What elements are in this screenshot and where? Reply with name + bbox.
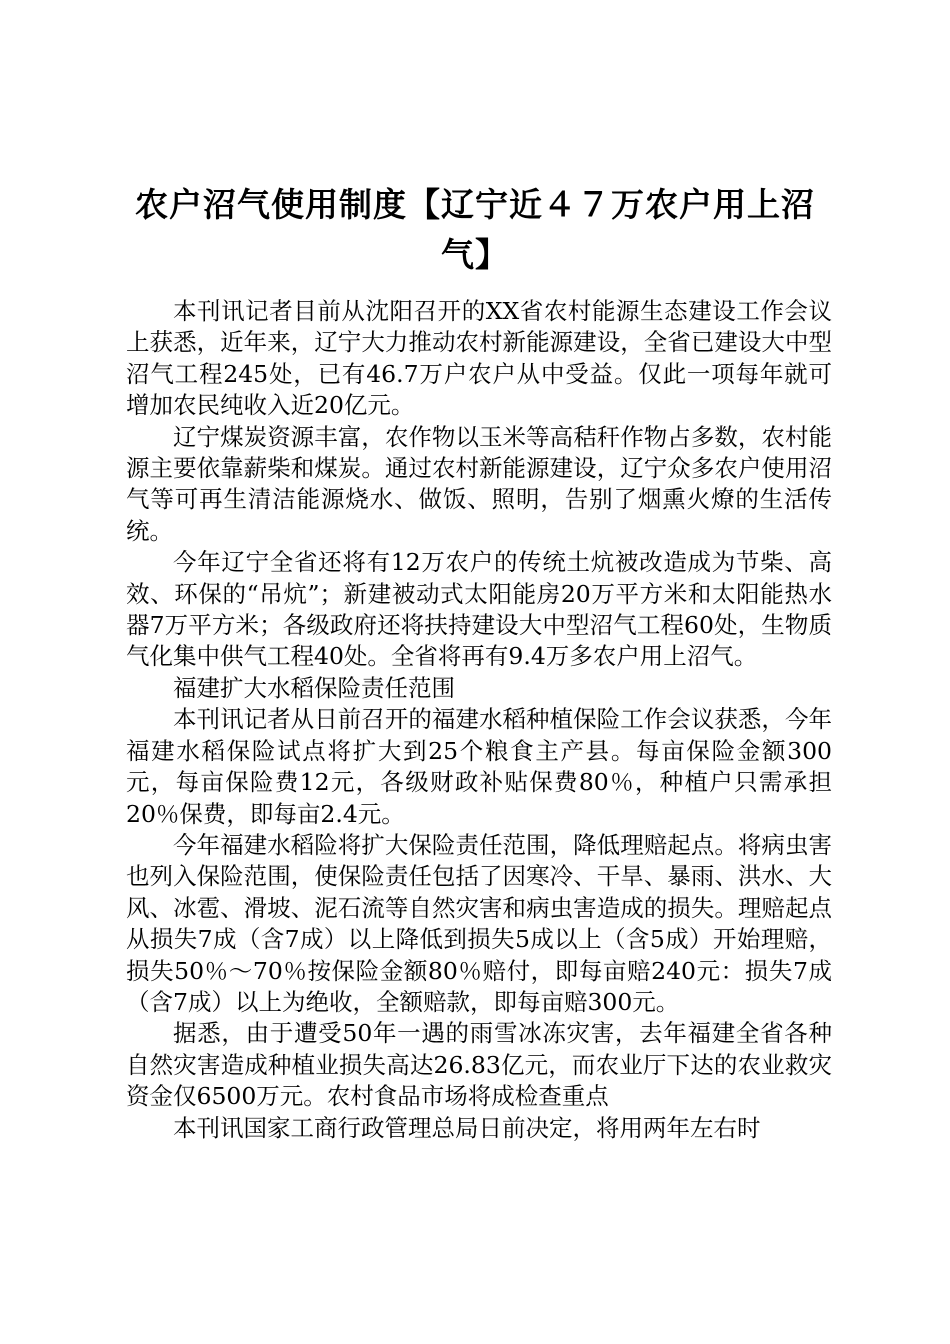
paragraph-1: 本刊讯记者目前从沈阳召开的XX省农村能源生态建设工作会议上获悉，近年来，辽宁大力推动农村新能源建设，全省已建设大中型沼气工程245处，已有46.7万户农户从中受益。仅此一项每年就可增加农民纯收入近20亿元。 bbox=[126, 297, 832, 420]
paragraph-6: 据悉，由于遭受50年一遇的雨雪冰冻灾害，去年福建全省各种自然灾害造成种植业损失高达26.83亿元，而农业厅下达的农业救灾资金仅6500万元。农村食品市场将成检查重点 bbox=[126, 1019, 832, 1111]
paragraph-5: 今年福建水稻险将扩大保险责任范围，降低理赔起点。将病虫害也列入保险范围，使保险责任包括了因寒冷、干旱、暴雨、洪水、大风、冰雹、滑坡、泥石流等自然灾害和病虫害造成的损失。理赔起点从损失7成（含7成）以上降低到损失5成以上（含5成）开始理赔，损失50％～70％按保险金额80％赔付，即每亩赔240元：损失7成（含7成）以上为绝收，全额赔款，即每亩赔300元。 bbox=[126, 830, 832, 1016]
document-title: 农户沼气使用制度【辽宁近４７万农户用上沼气】 bbox=[135, 185, 815, 274]
paragraph-4: 本刊讯记者从日前召开的福建水稻种植保险工作会议获悉，今年福建水稻保险试点将扩大到25个粮食主产县。每亩保险金额300元，每亩保险费12元，各级财政补贴保费80％，种植户只需承担20％保费，即每亩2.4元。 bbox=[126, 705, 832, 828]
paragraph-7: 本刊讯国家工商行政管理总局日前决定，将用两年左右时 bbox=[173, 1113, 761, 1142]
paragraph-3: 今年辽宁全省还将有12万农户的传统土炕被改造成为节柴、高效、环保的“吊炕”；新建被动式太阳能房20万平方米和太阳能热水器7万平方米；各级政府还将扶持建设大中型沼气工程60处，生物质气化集中供气工程40处。全省将再有9.4万多农户用上沼气。 bbox=[126, 548, 832, 671]
section-heading: 福建扩大水稻保险责任范围 bbox=[173, 673, 455, 702]
document-body bbox=[126, 296, 832, 1144]
paragraph-2: 辽宁煤炭资源丰富，农作物以玉米等高秸秆作物占多数，农村能源主要依靠薪柴和煤炭。通过农村新能源建设，辽宁众多农户使用沼气等可再生清洁能源烧水、做饭、照明，告别了烟熏火燎的生活传统。 bbox=[126, 422, 832, 545]
